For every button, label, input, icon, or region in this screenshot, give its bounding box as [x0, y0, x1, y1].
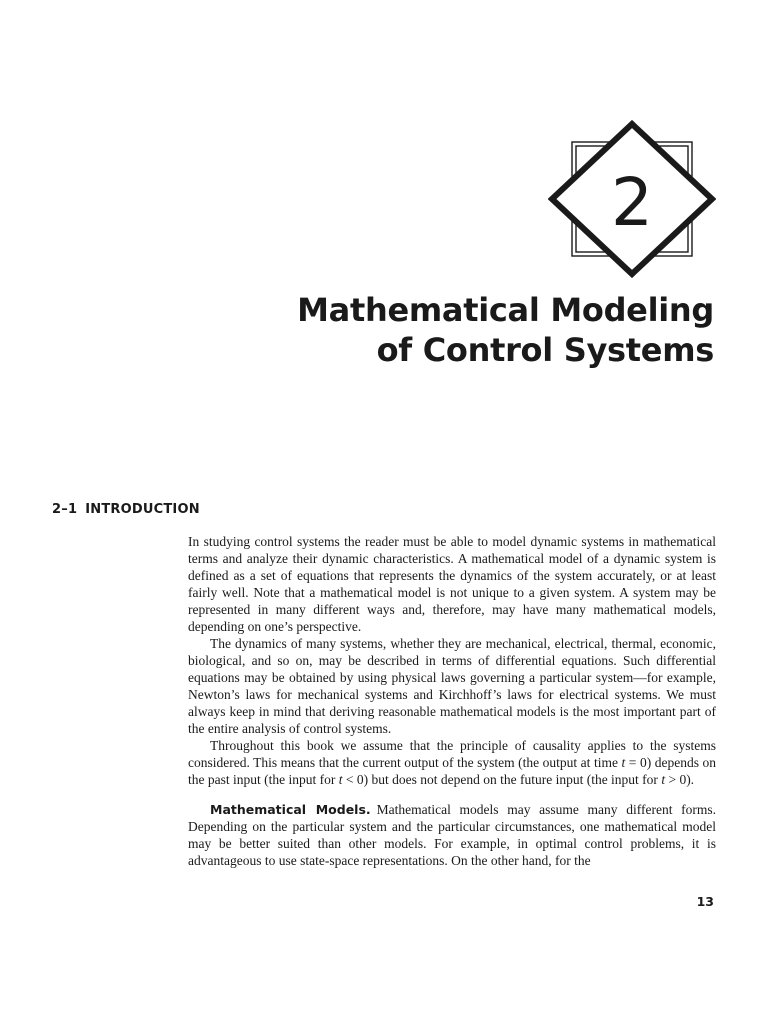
variable-t: t — [661, 772, 666, 787]
paragraph-3-text-d: > 0). — [665, 772, 695, 787]
variable-t: t — [621, 755, 626, 770]
chapter-title-line-1: Mathematical Modeling — [297, 291, 714, 329]
section-heading — [52, 502, 200, 517]
chapter-title-line-2: of Control Systems — [376, 331, 714, 369]
paragraph-4-text: Mathematical models may assume many different forms. Depending on the particular system and the particular circumstances, one mathematical model may be better suited than other models. For example, in optimal control problems, it is advantageous to use state-space representations. On the other hand, for the — [188, 802, 716, 868]
variable-t: t — [338, 772, 343, 787]
paragraph-4 — [188, 801, 716, 869]
chapter-number: 2 — [611, 164, 653, 241]
paragraph-3-text-a: Throughout this book we assume that the principle of causality applies to the systems considered. This means that the current output of the system (the output at time — [188, 738, 716, 770]
body-text — [188, 533, 716, 869]
chapter-title — [297, 290, 714, 370]
chapter-number-emblem — [548, 120, 716, 278]
paragraph-2: The dynamics of many systems, whether they are mechanical, electrical, thermal, economic, biological, and so on, may be described in terms of differential equations. Such differential equations may be obtained by using physical laws governing a particular system—for example, Newton’s laws for mechanical systems and Kirchhoff’s laws for electrical systems. We must always keep in mind that deriving reasonable mathematical models is the most important part of the entire analysis of control systems. — [188, 636, 716, 736]
paragraph-3-text-c: < 0) but does not depend on the future input (the input for — [342, 772, 662, 787]
section-number: 2–1 — [52, 502, 78, 517]
paragraph-3-text-b: = 0) depends on the past input (the input for — [188, 755, 716, 787]
page-number: 13 — [696, 894, 714, 909]
subsection-run-in-heading: Mathematical Models. — [210, 802, 371, 817]
paragraph-3 — [188, 737, 716, 788]
paragraph-1: In studying control systems the reader must be able to model dynamic systems in mathematical terms and analyze their dynamic characteristics. A mathematical model of a dynamic system is defined as a set of equations that represents the dynamics of the system accurately, or at least fairly well. Note that a mathematical model is not unique to a given system. A system may be represented in many different ways and, therefore, may have many mathematical models, depending on one’s perspective. — [188, 534, 716, 634]
diamond-frame-icon — [548, 120, 716, 278]
section-title: INTRODUCTION — [85, 502, 200, 517]
